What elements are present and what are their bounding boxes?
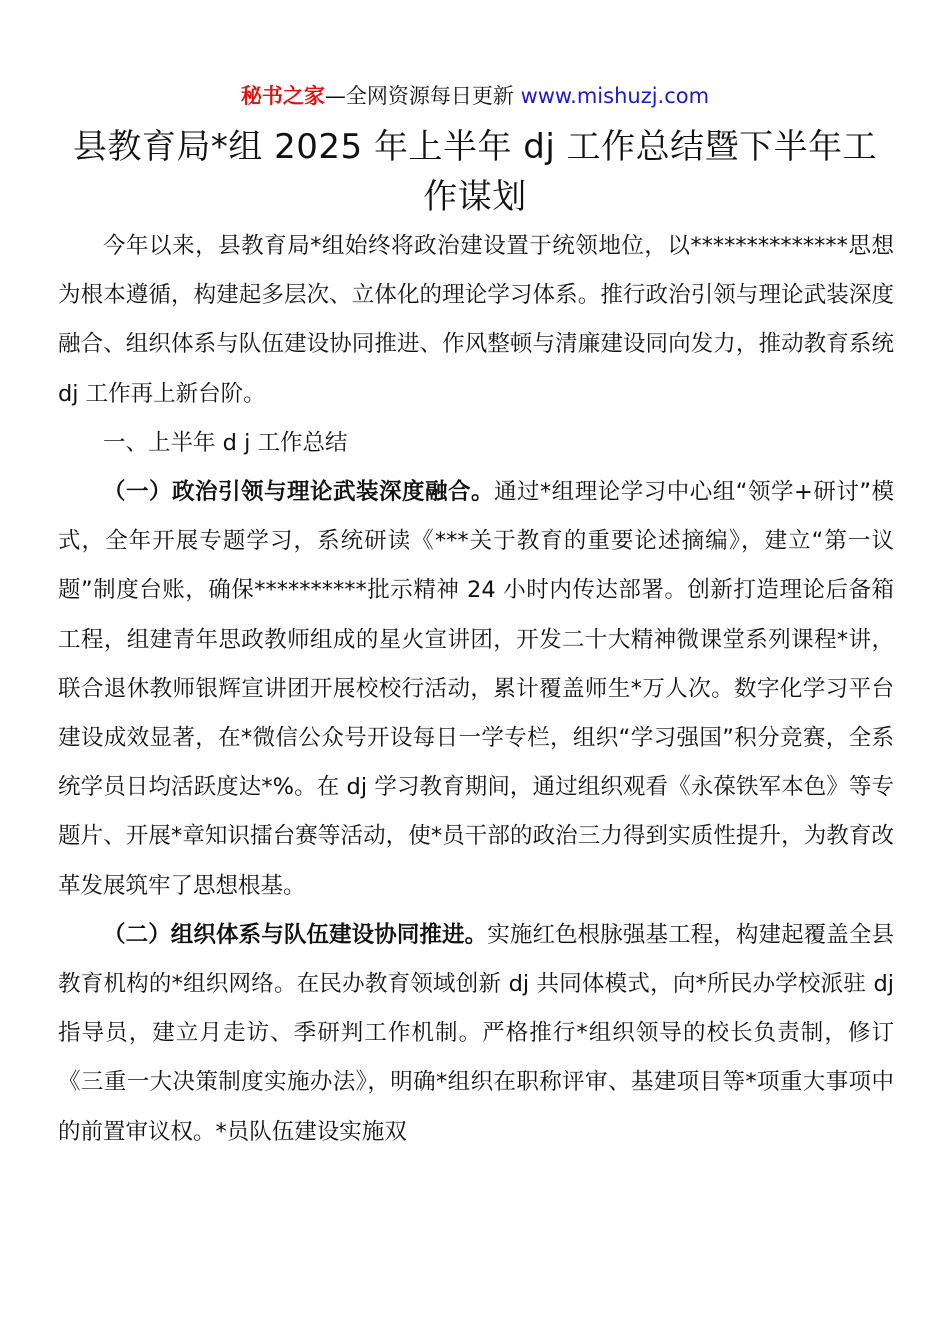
banner-brand: 秘书之家 [240,84,325,108]
paragraph-organization-system [58,911,894,1157]
paragraph-lead: （二）组织体系与队伍建设协同推进。 [103,921,488,948]
paragraph-political-guidance [58,468,894,911]
section-heading: 一、上半年 d j 工作总结 [103,429,348,456]
banner-url-link[interactable]: www.mishuzj.com [520,84,710,108]
paragraph-text: 通过*组理论学习中心组“领学+研讨”模式，全年开展专题学习，系统研读《***关于教育的重要论述摘编》，建立“第一议题”制度台账，确保**********批示精神 24 小时内传达部署。创新打造理论后备箱工程，组建青年思政教师组成的星火宣讲团，开发二十大精神微课堂系列课程*讲，联合退休教师银辉宣讲团开展校校行活动，累计覆盖师生*万人次。数字化学习平台建设成效显著，在*微信公众号开设每日一学专栏，组织“学习强国”积分竞赛，全系统学员日均活跃度达*%。在 dj 学习教育期间，通过组织观看《永葆铁军本色》等专题片、开展*章知识擂台赛等活动，使*员干部的政治三力得到实质性提升，为教育改革发展筑牢了思想根基。 [58,479,894,899]
document-title: 县教育局*组 2025 年上半年 dj 工作总结暨下半年工作谋划 [72,127,878,217]
site-banner [0,80,950,112]
intro-paragraph: 今年以来，县教育局*组始终将政治建设置于统领地位，以**************思想为根本遵循，构建起多层次、立体化的理论学习体系。推行政治引领与理论武装深度融合、组织体系与队伍建设协同推进、作风整顿与清廉建设同向发力，推动教育系统 dj 工作再上新台阶。 [58,233,894,407]
paragraph-text: 实施红色根脉强基工程，构建起覆盖全县教育机构的*组织网络。在民办教育领域创新 dj 共同体模式，向*所民办学校派驻 dj 指导员，建立月走访、季研判工作机制。严格推行*组织领导的校长负责制，修订《三重一大决策制度实施办法》，明确*组织在职称评审、基建项目等*项重大事项中的前置审议权。*员队伍建设实施双 [58,921,894,1145]
paragraph-lead: （一）政治引领与理论武装深度融合。 [103,479,495,506]
document-body [58,222,894,1157]
banner-tagline: —全网资源每日更新 [324,84,514,108]
